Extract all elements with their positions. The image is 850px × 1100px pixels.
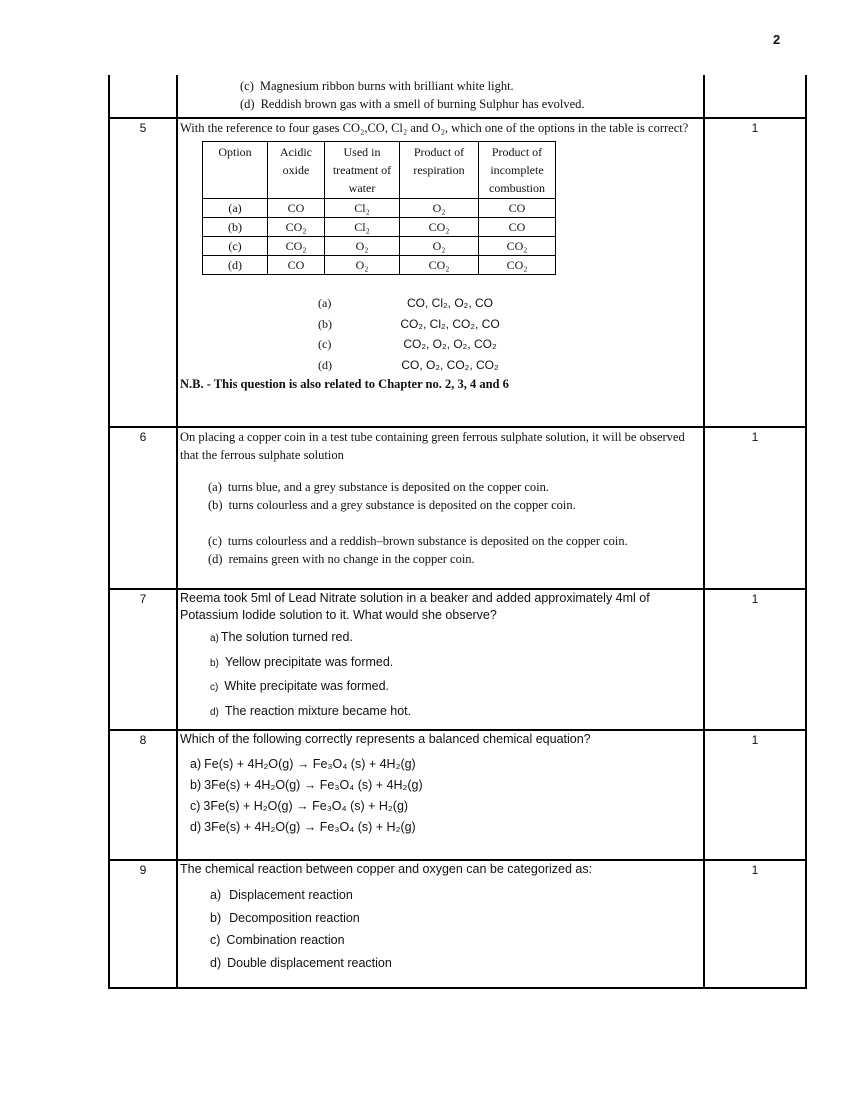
option-d: d) The reaction mixture became hot. <box>210 703 412 718</box>
question-number: 6 <box>109 427 177 589</box>
question-content-cell <box>177 427 704 589</box>
option-d: d) Double displacement reaction <box>210 955 392 970</box>
question-stem: Reema took 5ml of Lead Nitrate solution in a beaker and added approximately 4ml of Potassium Iodide solution to it. What would she observe? <box>180 591 650 622</box>
cell: Cl₂ <box>325 218 400 237</box>
question-marks: 1 <box>704 860 806 988</box>
cell: (b) <box>203 218 268 237</box>
cell: Cl₂ <box>325 199 400 218</box>
cell: CO₂ <box>479 237 556 256</box>
question-content-cell <box>177 589 704 730</box>
chapter-note: N.B. - This question is also related to Chapter no. 2, 3, 4 and 6 <box>180 377 509 391</box>
answer-b: (b) CO₂, Cl₂, CO₂, CO <box>318 316 500 331</box>
option-c: (c) Magnesium ribbon burns with brilliant white light. <box>240 79 514 93</box>
option-list <box>178 624 703 724</box>
question-stem: On placing a copper coin in a test tube containing green ferrous sulphate solution, it will be observed that the ferrous sulphate solution <box>180 430 685 462</box>
gas-table-row <box>203 256 556 275</box>
gas-table-row <box>203 199 556 218</box>
header-option: Option <box>203 142 268 199</box>
option-d: (d) Reddish brown gas with a smell of burning Sulphur has evolved. <box>240 97 585 111</box>
marks-cell <box>704 75 806 118</box>
cell: CO <box>268 199 325 218</box>
question-stem: Which of the following correctly represents a balanced chemical equation? <box>180 732 591 746</box>
header-incomplete-combustion: Product of incomplete combustion <box>479 142 556 199</box>
cell: (c) <box>203 237 268 256</box>
option-a: a) The solution turned red. <box>210 630 353 644</box>
cell: CO₂ <box>268 237 325 256</box>
header-acidic-oxide: Acidic oxide <box>268 142 325 199</box>
question-marks: 1 <box>704 589 806 730</box>
option-c: c) White precipitate was formed. <box>210 679 389 693</box>
question-number-cell <box>109 75 177 118</box>
answer-a: (a) CO, Cl₂, O₂, CO <box>318 296 493 310</box>
question-content-cell <box>177 860 704 988</box>
question-marks: 1 <box>704 118 806 427</box>
question-number: 8 <box>109 730 177 860</box>
question-row-8 <box>109 730 806 860</box>
question-marks: 1 <box>704 427 806 589</box>
page-number: 2 <box>773 32 781 47</box>
option-a: a) Displacement reaction <box>210 888 353 902</box>
option-b: (b) turns colourless and a grey substance is deposited on the copper coin. <box>208 498 576 512</box>
option-b: b) 3Fe(s) + 4H₂O(g) → Fe₃O₄ (s) + 4H₂(g) <box>190 778 423 792</box>
gas-table-row <box>203 237 556 256</box>
question-row-6 <box>109 427 806 589</box>
option-b: b) Yellow precipitate was formed. <box>210 654 394 669</box>
cell: CO₂ <box>400 256 479 275</box>
option-c: (c) turns colourless and a reddish–brown substance is deposited on the copper coin. <box>208 534 628 548</box>
cell: CO <box>479 199 556 218</box>
question-number: 5 <box>109 118 177 427</box>
cell: CO <box>479 218 556 237</box>
option-list <box>178 878 703 974</box>
answer-d: (d) CO, O₂, CO₂, CO₂ <box>318 357 499 372</box>
question-content-cell <box>177 75 704 118</box>
cell: CO₂ <box>400 218 479 237</box>
question-row-4-continued <box>109 75 806 118</box>
cell: CO <box>268 256 325 275</box>
gas-table-header <box>203 142 556 199</box>
header-respiration: Product of respiration <box>400 142 479 199</box>
question-table <box>108 75 807 989</box>
question-row-7 <box>109 589 806 730</box>
question-row-5 <box>109 118 806 427</box>
option-c: c) 3Fe(s) + H₂O(g) → Fe₃O₄ (s) + H₂(g) <box>190 799 409 813</box>
cell: O₂ <box>325 256 400 275</box>
question-content-cell <box>177 118 704 427</box>
cell: CO₂ <box>268 218 325 237</box>
option-a: a) Fe(s) + 4H₂O(g) → Fe₃O₄ (s) + 4H₂(g) <box>190 757 416 771</box>
option-c: c) Combination reaction <box>210 933 345 947</box>
cell: O₂ <box>325 237 400 256</box>
question-stem: With the reference to four gases CO₂,CO, Cl₂ and O₂, which one of the options in the table is correct? <box>180 121 689 135</box>
option-b: b) Decomposition reaction <box>210 910 360 925</box>
cell: O₂ <box>400 237 479 256</box>
option-d: d) 3Fe(s) + 4H₂O(g) → Fe₃O₄ (s) + H₂(g) <box>190 820 416 834</box>
answer-choices <box>318 293 703 375</box>
answer-c: (c) CO₂, O₂, O₂, CO₂ <box>318 337 497 351</box>
question-marks: 1 <box>704 730 806 860</box>
option-d: (d) remains green with no change in the copper coin. <box>208 552 475 566</box>
cell: (d) <box>203 256 268 275</box>
question-stem: The chemical reaction between copper and oxygen can be categorized as: <box>180 862 593 876</box>
question-row-9 <box>109 860 806 988</box>
gas-table-row <box>203 218 556 237</box>
cell: (a) <box>203 199 268 218</box>
gas-options-table <box>202 141 556 275</box>
question-content-cell <box>177 730 704 860</box>
question-number: 9 <box>109 860 177 988</box>
header-water-treatment: Used in treatment of water <box>325 142 400 199</box>
option-list <box>178 748 703 838</box>
option-a: (a) turns blue, and a grey substance is deposited on the copper coin. <box>208 480 549 494</box>
cell: CO₂ <box>479 256 556 275</box>
cell: O₂ <box>400 199 479 218</box>
option-list <box>178 464 703 568</box>
question-number: 7 <box>109 589 177 730</box>
